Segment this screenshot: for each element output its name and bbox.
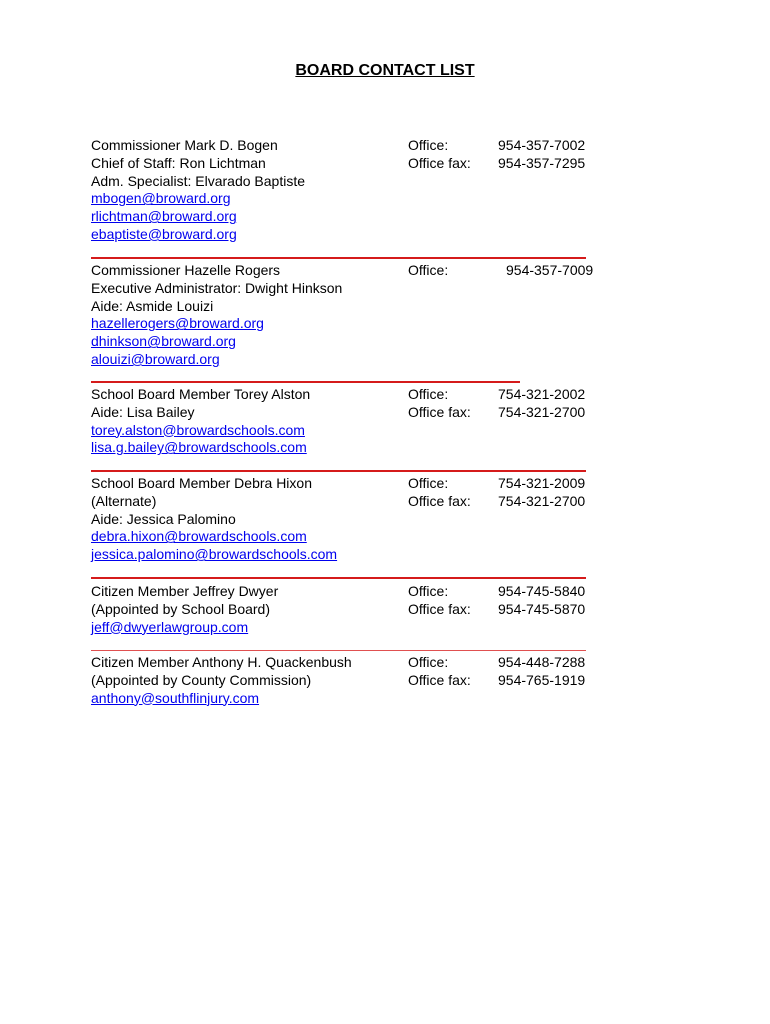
office-fax-number: 954-357-7295 <box>498 155 586 171</box>
member-role: (Alternate) <box>91 492 157 509</box>
member-name: Citizen Member Anthony H. Quackenbush <box>91 654 352 670</box>
section-divider <box>91 577 586 579</box>
email-link[interactable]: hazellerogers@broward.org <box>91 315 264 332</box>
contact-details <box>91 475 401 564</box>
staff-line: Executive Administrator: Dwight Hinkson <box>91 279 343 296</box>
email-link[interactable]: debra.hixon@browardschools.com <box>91 528 307 545</box>
staff-line: Adm. Specialist: Elvarado Baptiste <box>91 172 305 189</box>
staff-line: Chief of Staff: Ron Lichtman <box>91 154 266 171</box>
email-link[interactable]: anthony@southflinjury.com <box>91 689 260 706</box>
email-link[interactable]: rlichtman@broward.org <box>91 208 237 225</box>
office-label: Office: <box>408 583 449 599</box>
office-fax-number: 754-321-2700 <box>498 493 586 509</box>
contact-details <box>91 262 401 369</box>
contact-details <box>91 654 401 707</box>
office-label: Office: <box>408 386 449 402</box>
email-link[interactable]: mbogen@broward.org <box>91 190 231 207</box>
office-number: 954-745-5840 <box>498 583 586 599</box>
member-role: (Appointed by School Board) <box>91 600 270 617</box>
email-link[interactable]: jeff@dwyerlawgroup.com <box>91 618 249 635</box>
member-name: Commissioner Mark D. Bogen <box>91 137 278 153</box>
section-divider <box>91 381 520 383</box>
section-divider <box>91 257 586 259</box>
email-link[interactable]: dhinkson@broward.org <box>91 333 236 350</box>
office-fax-label: Office fax: <box>408 601 471 617</box>
contact-details <box>91 137 401 244</box>
staff-line: Aide: Jessica Palomino <box>91 510 236 527</box>
contact-details <box>91 386 401 457</box>
staff-line: Aide: Asmide Louizi <box>91 297 214 314</box>
member-name: School Board Member Debra Hixon <box>91 475 312 491</box>
office-fax-number: 954-745-5870 <box>498 601 586 617</box>
email-link[interactable]: ebaptiste@broward.org <box>91 225 237 242</box>
member-role: (Appointed by County Commission) <box>91 671 312 688</box>
member-name: School Board Member Torey Alston <box>91 386 311 402</box>
office-fax-label: Office fax: <box>408 672 471 688</box>
member-name: Citizen Member Jeffrey Dwyer <box>91 583 279 599</box>
section-divider <box>91 470 586 472</box>
office-number: 954-357-7009 <box>506 262 594 278</box>
email-link[interactable]: alouizi@broward.org <box>91 350 220 367</box>
office-number: 754-321-2002 <box>498 386 586 402</box>
staff-line: Aide: Lisa Bailey <box>91 403 195 420</box>
office-fax-label: Office fax: <box>408 404 471 420</box>
office-label: Office: <box>408 654 449 670</box>
office-fax-label: Office fax: <box>408 155 471 171</box>
page-title: BOARD CONTACT LIST <box>295 62 475 79</box>
office-number: 954-448-7288 <box>498 654 586 670</box>
office-fax-number: 754-321-2700 <box>498 404 586 420</box>
office-fax-label: Office fax: <box>408 493 471 509</box>
office-fax-number: 954-765-1919 <box>498 672 586 688</box>
contact-details <box>91 583 401 636</box>
office-label: Office: <box>408 475 449 491</box>
office-label: Office: <box>408 262 449 278</box>
email-link[interactable]: lisa.g.bailey@browardschools.com <box>91 439 307 456</box>
office-label: Office: <box>408 137 449 153</box>
email-link[interactable]: torey.alston@browardschools.com <box>91 421 305 438</box>
email-link[interactable]: jessica.palomino@browardschools.com <box>91 546 338 563</box>
office-number: 754-321-2009 <box>498 475 586 491</box>
section-divider <box>91 650 586 651</box>
office-number: 954-357-7002 <box>498 137 586 153</box>
member-name: Commissioner Hazelle Rogers <box>91 262 281 278</box>
